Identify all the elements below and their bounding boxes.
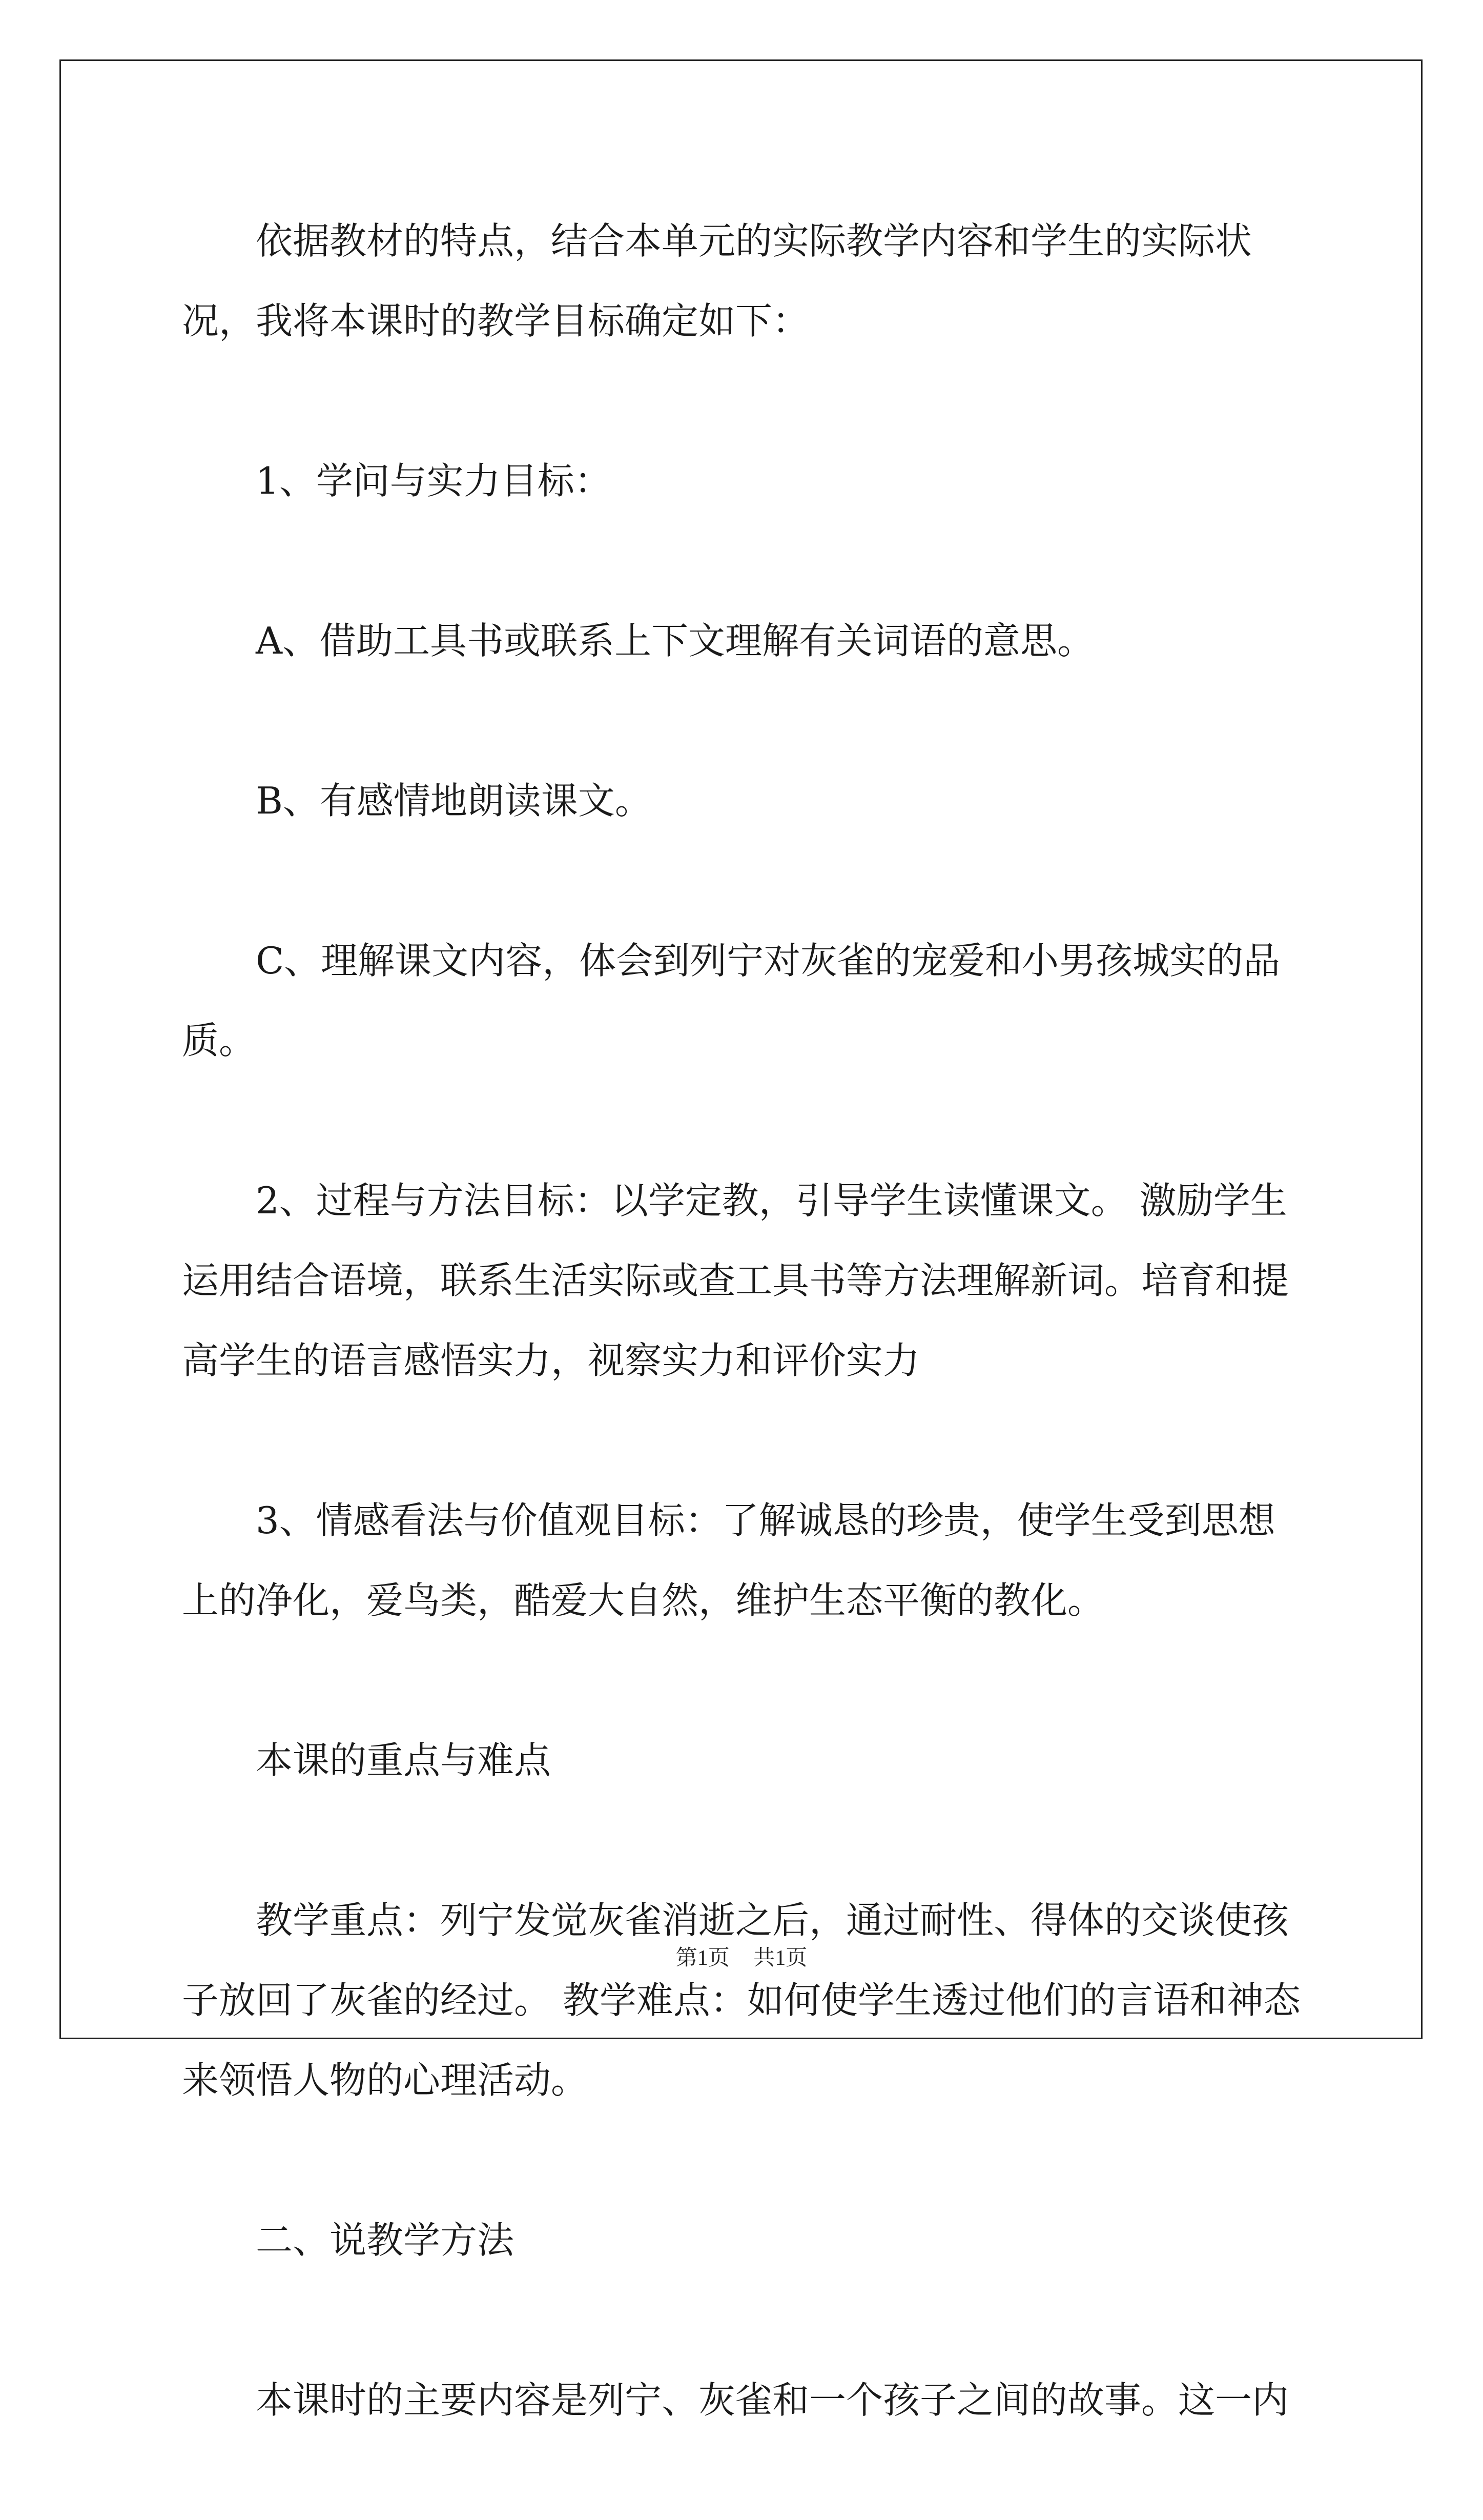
page-number-current: 第1页 [675, 1946, 730, 1970]
page-footer [0, 1943, 1483, 1974]
document-body [182, 201, 1309, 2520]
paragraph-goal-c: C、理解课文内容，体会到列宁对灰雀的宠爱和小男孩城实的品质。 [182, 939, 1281, 1062]
paragraph-process-goal: 2、过程与方法目标：以学定教，引导学生读懂课文。 激励学生运用结合语境，联系生活实际或查工具书等方法理解新词。培育和提高学生的语言感悟实力，视察实力和评价实力 [182, 1179, 1289, 1382]
paragraph-attitude-goal: 3、情感看法与价值观目标：了解诚恳的珍贵，使学生受到思想上的净化，爱鸟类，酷爱大自然，维护生态平衡的教化。 [182, 1499, 1275, 1622]
paragraph-main-content: 本课时的主要内容是列宁、灰雀和一个孩子之间的故事。这一内 [256, 2379, 1289, 2422]
paragraph-goal-a: A、借助工具书或联系上下文理解有关词语的意思。 [256, 619, 1094, 662]
paragraph-teaching-basis: 依据教材的特点，结合本单元的实际教学内容和学生的实际状况，我将本课时的教学目标确定如下： [182, 219, 1252, 342]
paragraph-key-and-difficult-points: 教学重点：列宁发觉灰雀消逝之后，通过耐性、得体的交谈使孩子放回了灰雀的经过。 教学难点：如何使学生透过他们的言语和神态来领悟人物的心理活动。 [182, 1899, 1301, 2102]
paragraph-goal-b: B、有感情地朗读课文。 [256, 779, 652, 822]
paragraph-methods-heading: 二、说教学方法 [256, 2219, 514, 2262]
paragraph-key-points-heading: 本课的重点与难点 [256, 1739, 551, 1782]
page-number-total: 共1页 [753, 1946, 808, 1970]
paragraph-knowledge-goal-heading: 1、学问与实力目标： [256, 459, 611, 502]
